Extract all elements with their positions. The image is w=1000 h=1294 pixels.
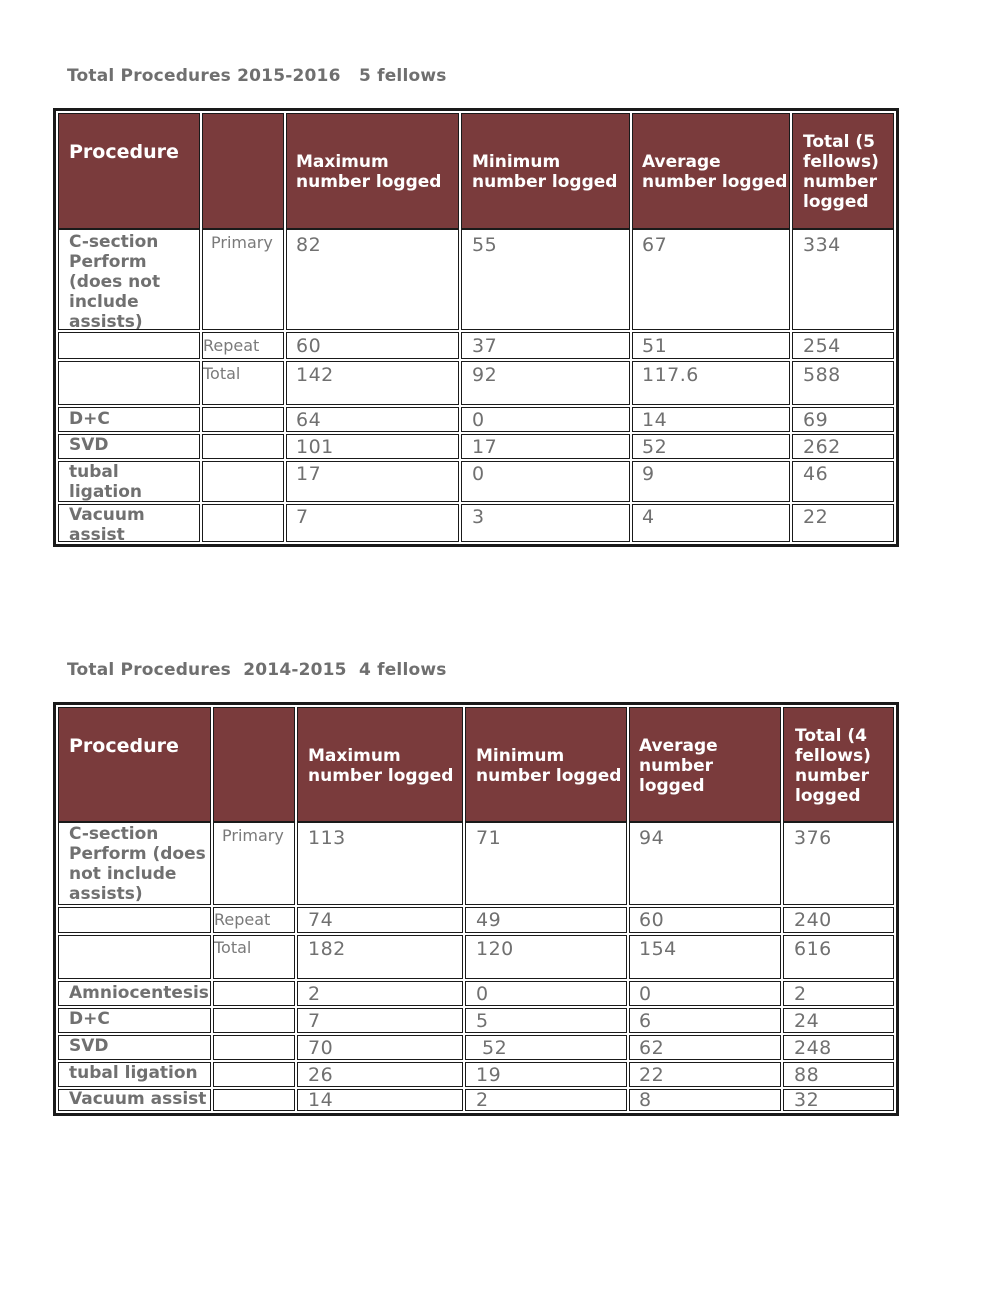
avg-cell — [632, 504, 790, 542]
max-cell — [297, 1089, 463, 1111]
header-minimum-label: Minimum number logged — [476, 746, 622, 786]
header-minimum — [461, 113, 630, 229]
procedures-table-2014-2015 — [53, 702, 899, 1116]
avg-value: 14 — [642, 409, 668, 431]
sub-cell — [213, 1008, 295, 1033]
avg-value: 62 — [639, 1037, 665, 1059]
sub-label: Primary — [211, 233, 273, 252]
max-value: 60 — [296, 335, 322, 357]
total-cell — [792, 407, 894, 432]
total-cell — [792, 504, 894, 542]
sub-cell — [202, 407, 284, 432]
max-cell — [297, 1062, 463, 1087]
total-value: 24 — [794, 1010, 820, 1032]
min-value: 19 — [476, 1064, 502, 1086]
sub-cell — [202, 229, 284, 330]
min-value: 0 — [472, 409, 485, 431]
avg-cell — [629, 1062, 781, 1087]
min-cell — [461, 461, 630, 502]
max-cell — [297, 822, 463, 905]
avg-cell — [632, 361, 790, 405]
max-cell — [297, 1008, 463, 1033]
sub-cell — [213, 907, 295, 933]
max-cell — [286, 434, 459, 459]
avg-value: 4 — [642, 506, 655, 528]
header-maximum-label: Maximum number logged — [296, 152, 442, 192]
min-cell — [465, 1062, 627, 1087]
min-cell — [465, 1089, 627, 1111]
min-cell — [465, 822, 627, 905]
total-value: 69 — [803, 409, 829, 431]
max-cell — [286, 461, 459, 502]
header-minimum — [465, 707, 627, 822]
avg-cell — [629, 1089, 781, 1111]
sub-label: Repeat — [203, 336, 260, 355]
total-value: 262 — [803, 436, 841, 458]
total-cell — [783, 907, 894, 933]
total-cell — [783, 1062, 894, 1087]
procedure-label: tubal ligation — [69, 462, 143, 502]
min-cell — [461, 434, 630, 459]
total-cell — [783, 1008, 894, 1033]
header-blank — [213, 707, 295, 822]
avg-cell — [632, 434, 790, 459]
max-value: 64 — [296, 409, 322, 431]
avg-value: 0 — [639, 983, 652, 1005]
min-value: 0 — [472, 463, 485, 485]
total-value: 334 — [803, 234, 841, 256]
avg-value: 67 — [642, 234, 668, 256]
max-value: 74 — [308, 909, 334, 931]
min-value: 71 — [476, 827, 502, 849]
header-maximum-label: Maximum number logged — [308, 746, 454, 786]
table-row — [58, 461, 200, 502]
max-value: 113 — [308, 827, 346, 849]
total-cell — [792, 361, 894, 405]
total-value: 616 — [794, 938, 832, 960]
max-value: 70 — [308, 1037, 334, 1059]
table-caption: Total Procedures 2014-2015 4 fellows — [67, 660, 447, 680]
procedure-label: Vacuum assist — [69, 505, 145, 542]
total-value: 32 — [794, 1089, 820, 1111]
procedure-label: Vacuum assist — [69, 1089, 207, 1109]
procedures-table-2015-2016 — [53, 108, 899, 547]
total-value: 376 — [794, 827, 832, 849]
max-cell — [297, 935, 463, 979]
avg-value: 9 — [642, 463, 655, 485]
total-cell — [783, 822, 894, 905]
avg-cell — [632, 229, 790, 330]
sub-label: Total — [203, 364, 241, 383]
max-cell — [286, 504, 459, 542]
sub-label: Total — [214, 938, 252, 957]
max-value: 2 — [308, 983, 321, 1005]
max-cell — [286, 407, 459, 432]
min-cell — [465, 907, 627, 933]
header-average — [632, 113, 790, 229]
procedure-label: SVD — [69, 435, 109, 455]
max-value: 7 — [296, 506, 309, 528]
total-cell — [792, 434, 894, 459]
table-caption: Total Procedures 2015-2016 5 fellows — [67, 66, 447, 86]
min-value: 3 — [472, 506, 485, 528]
max-value: 7 — [308, 1010, 321, 1032]
total-cell — [792, 332, 894, 359]
max-value: 142 — [296, 364, 334, 386]
header-procedure — [58, 707, 211, 822]
min-cell — [461, 229, 630, 330]
header-maximum — [286, 113, 459, 229]
min-value: 37 — [472, 335, 498, 357]
avg-cell — [629, 1035, 781, 1060]
avg-value: 8 — [639, 1089, 652, 1111]
avg-cell — [629, 1008, 781, 1033]
table-row — [58, 434, 200, 459]
avg-cell — [632, 407, 790, 432]
min-cell — [465, 981, 627, 1006]
table-row — [58, 361, 200, 405]
max-value: 182 — [308, 938, 346, 960]
min-value: 5 — [476, 1010, 489, 1032]
sub-cell — [202, 361, 284, 405]
max-cell — [297, 907, 463, 933]
max-cell — [286, 332, 459, 359]
table-row — [58, 504, 200, 542]
table-row — [58, 981, 211, 1006]
min-value: 120 — [476, 938, 514, 960]
min-value: 55 — [472, 234, 498, 256]
procedure-label: tubal ligation — [69, 1063, 198, 1083]
min-cell — [465, 1035, 627, 1060]
header-total-label: Total (5 fellows) number logged — [803, 132, 879, 212]
avg-cell — [629, 935, 781, 979]
avg-cell — [629, 907, 781, 933]
avg-cell — [629, 822, 781, 905]
header-average-label: Average number logged — [642, 152, 788, 192]
table-row — [58, 822, 211, 905]
procedure-label: SVD — [69, 1036, 109, 1056]
sub-cell — [213, 1062, 295, 1087]
procedure-label: Amniocentesis — [69, 983, 209, 1003]
table-row — [58, 1062, 211, 1087]
header-procedure-label: Procedure — [69, 735, 179, 757]
max-cell — [297, 981, 463, 1006]
total-value: 240 — [794, 909, 832, 931]
sub-label: Repeat — [214, 910, 271, 929]
table-row — [58, 1008, 211, 1033]
total-value: 254 — [803, 335, 841, 357]
sub-cell — [202, 434, 284, 459]
header-maximum — [297, 707, 463, 822]
procedure-label: C-section Perform (does not include assists) — [69, 824, 206, 904]
total-value: 88 — [794, 1064, 820, 1086]
header-minimum-label: Minimum number logged — [472, 152, 618, 192]
avg-value: 51 — [642, 335, 668, 357]
avg-cell — [632, 461, 790, 502]
total-value: 248 — [794, 1037, 832, 1059]
sub-cell — [202, 332, 284, 359]
table-row — [58, 935, 211, 979]
avg-value: 22 — [639, 1064, 665, 1086]
min-cell — [461, 332, 630, 359]
header-total-label: Total (4 fellows) number logged — [795, 726, 871, 806]
header-average-label: Average number logged — [639, 736, 718, 796]
avg-value: 154 — [639, 938, 677, 960]
avg-value: 60 — [639, 909, 665, 931]
min-value: 17 — [472, 436, 498, 458]
header-total — [783, 707, 894, 822]
avg-cell — [632, 332, 790, 359]
min-cell — [461, 504, 630, 542]
table-row — [58, 1035, 211, 1060]
procedure-label: C-section Perform (does not include assists) — [69, 232, 161, 330]
total-cell — [792, 229, 894, 330]
total-value: 46 — [803, 463, 829, 485]
max-value: 26 — [308, 1064, 334, 1086]
max-value: 17 — [296, 463, 322, 485]
header-blank — [202, 113, 284, 229]
min-cell — [461, 361, 630, 405]
sub-cell — [213, 1089, 295, 1111]
header-procedure-label: Procedure — [69, 141, 179, 163]
procedure-label: D+C — [69, 1009, 110, 1029]
min-cell — [465, 1008, 627, 1033]
table-row — [58, 907, 211, 933]
min-value: 52 — [482, 1037, 508, 1059]
sub-cell — [213, 981, 295, 1006]
min-value: 2 — [476, 1089, 489, 1111]
avg-value: 6 — [639, 1010, 652, 1032]
table-row — [58, 1089, 211, 1111]
total-cell — [783, 981, 894, 1006]
min-value: 0 — [476, 983, 489, 1005]
table-row — [58, 229, 200, 330]
total-cell — [783, 1035, 894, 1060]
total-value: 588 — [803, 364, 841, 386]
total-value: 22 — [803, 506, 829, 528]
total-cell — [792, 461, 894, 502]
total-value: 2 — [794, 983, 807, 1005]
sub-cell — [213, 935, 295, 979]
table-row — [58, 407, 200, 432]
min-value: 49 — [476, 909, 502, 931]
header-average — [629, 707, 781, 822]
max-cell — [286, 229, 459, 330]
max-value: 82 — [296, 234, 322, 256]
avg-value: 52 — [642, 436, 668, 458]
min-value: 92 — [472, 364, 498, 386]
avg-cell — [629, 981, 781, 1006]
avg-value: 94 — [639, 827, 665, 849]
sub-cell — [213, 1035, 295, 1060]
sub-cell — [202, 461, 284, 502]
min-cell — [465, 935, 627, 979]
sub-label: Primary — [222, 826, 284, 845]
avg-value: 117.6 — [642, 364, 699, 386]
total-cell — [783, 1089, 894, 1111]
min-cell — [461, 407, 630, 432]
max-value: 101 — [296, 436, 334, 458]
sub-cell — [213, 822, 295, 905]
header-procedure — [58, 113, 200, 229]
max-value: 14 — [308, 1089, 334, 1111]
header-total — [792, 113, 894, 229]
total-cell — [783, 935, 894, 979]
sub-cell — [202, 504, 284, 542]
max-cell — [286, 361, 459, 405]
procedure-label: D+C — [69, 409, 110, 429]
max-cell — [297, 1035, 463, 1060]
table-row — [58, 332, 200, 359]
